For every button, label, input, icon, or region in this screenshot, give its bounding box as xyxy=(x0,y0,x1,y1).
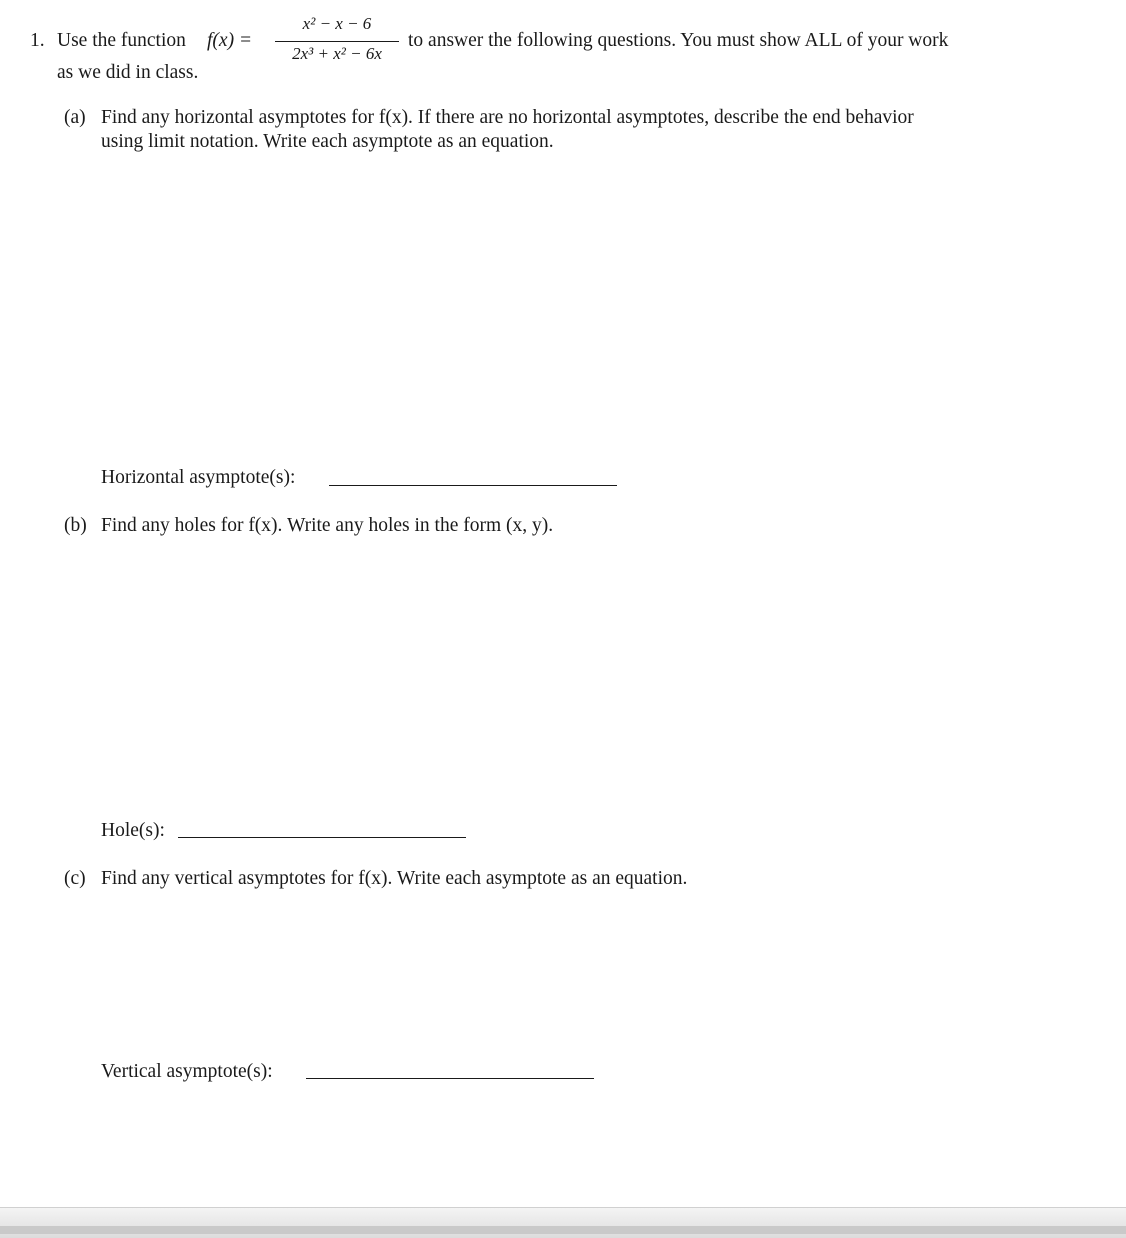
part-b-label: (b) xyxy=(64,515,87,536)
question-intro-lead: Use the function xyxy=(57,30,186,51)
holes-answer-blank[interactable] xyxy=(178,837,466,838)
function-fraction xyxy=(273,14,401,66)
part-a-text-line2: using limit notation. Write each asymptote as an equation. xyxy=(101,131,554,152)
fraction-numerator: x² − x − 6 xyxy=(302,14,372,33)
function-label: f(x) = xyxy=(207,30,253,51)
fraction-bar xyxy=(275,41,399,42)
part-a-text-line1: Find any horizontal asymptotes for f(x). If there are no horizontal asymptotes, describe the end behavior xyxy=(101,107,914,128)
horizontal-asymptote-answer-label: Horizontal asymptote(s): xyxy=(101,467,296,488)
horizontal-asymptote-answer-blank[interactable] xyxy=(329,485,617,486)
holes-answer-label: Hole(s): xyxy=(101,820,165,841)
question-intro-tail: to answer the following questions. You must show ALL of your work xyxy=(408,30,949,51)
fraction-denominator: 2x³ + x² − 6x xyxy=(292,44,382,63)
vertical-asymptote-answer-label: Vertical asymptote(s): xyxy=(101,1061,273,1082)
scrollbar-track[interactable] xyxy=(0,1226,1126,1234)
part-c-label: (c) xyxy=(64,868,86,889)
part-a-label: (a) xyxy=(64,107,86,128)
question-number: 1. xyxy=(30,30,45,51)
part-b-text: Find any holes for f(x). Write any holes in the form (x, y). xyxy=(101,515,554,536)
part-c-text: Find any vertical asymptotes for f(x). Write each asymptote as an equation. xyxy=(101,868,688,889)
question-intro-line2: as we did in class. xyxy=(57,62,199,83)
horizontal-scrollbar[interactable] xyxy=(0,1207,1126,1238)
vertical-asymptote-answer-blank[interactable] xyxy=(306,1078,594,1079)
